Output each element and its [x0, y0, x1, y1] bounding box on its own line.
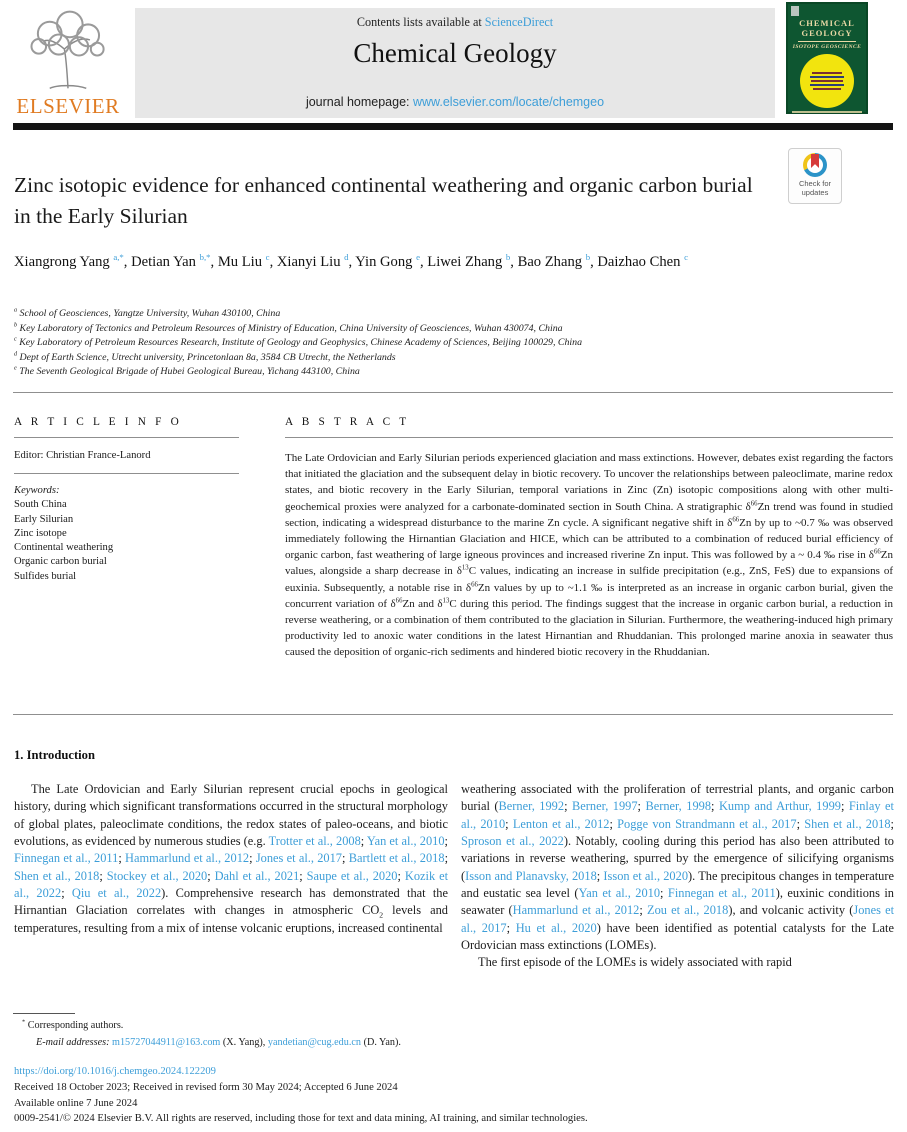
- author-affiliation-ref[interactable]: d: [344, 252, 349, 263]
- text-segment: ) have been identified as potential catalysts for the Late Ordovician mass extinctions (LOMEs).: [461, 920, 894, 953]
- check-for-updates-icon: [803, 153, 827, 177]
- affiliation-item: [14, 307, 874, 322]
- citation-link[interactable]: Berner, 1998: [645, 799, 712, 814]
- superscript: c: [14, 336, 17, 343]
- text-segment: E-mail addresses:: [36, 1037, 113, 1048]
- superscript: 66: [732, 516, 740, 524]
- author-affiliation-ref[interactable]: a,*: [113, 252, 124, 263]
- cover-text-row: [810, 84, 844, 86]
- citation-link[interactable]: Stockey et al., 2020: [106, 868, 208, 883]
- citation-link[interactable]: Jones et al., 2017: [461, 903, 895, 935]
- elsevier-tree-icon: [22, 8, 114, 92]
- check-for-updates-badge[interactable]: [788, 148, 842, 204]
- badge-label-line2: updates: [801, 187, 829, 197]
- text-segment: C during this period. The findings suggest that the increase in organic carbon burial, a reduction in reverse weathering, or a combination of them contributed to the glaciation in Silurian. Furthermore, the weathering-induced high primary productivity led to anoxic water conditions in the latest Hirnantian and Rhuddanian. This prolonged marine anoxia in seawater thus caused the deposition of organic-rich sediments and hindered biotic recovery in the Rhuddanian.: [285, 597, 893, 659]
- citation-link[interactable]: Saupe et al., 2020: [306, 868, 398, 883]
- text-segment: , Yin Gong: [348, 254, 417, 270]
- cover-text-row: [811, 80, 843, 82]
- affiliation-list: [14, 307, 874, 380]
- affiliation-item: [14, 365, 874, 380]
- email-link[interactable]: yandetian@cug.edu.cn: [267, 1037, 362, 1048]
- received-dates-line: Received 18 October 2023; Received in revised form 30 May 2024; Accepted 6 June 2024: [14, 1082, 398, 1093]
- text-segment: levels and temperatures, resulting from a mix of intense volcanic eruptions, increased continental: [14, 903, 448, 935]
- article-title: Zinc isotopic evidence for enhanced continental weathering and organic carbon burial in the Early Silurian: [14, 173, 753, 228]
- text-segment: ;: [342, 851, 349, 866]
- citation-link[interactable]: Yan et al., 2010: [578, 886, 661, 901]
- text-segment: ;: [444, 851, 449, 866]
- abstract-column: [285, 416, 893, 661]
- citation-link[interactable]: Jones et al., 2017: [255, 851, 343, 866]
- section-divider: [13, 392, 893, 393]
- cover-yellow-circle: [800, 54, 854, 108]
- text-segment: ;: [639, 903, 647, 918]
- superscript: 66: [395, 597, 403, 605]
- text-segment: Corresponding authors.: [25, 1020, 124, 1031]
- top-divider-bar: [13, 123, 893, 130]
- text-segment: The Late Ordovician and Early Silurian represent crucial epochs in geological history, during which significant transformations occurred in the structural morphology of global plates, paleoclimate conditions, the redox states of paleo-oceans, and biotic evolutions, as evidenced by numerous studies (e.g.: [14, 782, 448, 849]
- text-segment: ;: [564, 799, 572, 814]
- text-segment: C values, indicating an increase in sulfide precipitation (e.g., ZnS, FeS) due to expansions of euxinia. Subsequently, a notable rise in δ: [285, 565, 894, 594]
- citation-link[interactable]: Kozik et al., 2022: [14, 868, 449, 901]
- sciencedirect-link[interactable]: ScienceDirect: [484, 15, 554, 29]
- text-segment: , Detian Yan: [123, 254, 200, 270]
- text-segment: Zn and δ: [402, 597, 443, 610]
- text-segment: ;: [249, 851, 256, 866]
- body-paragraph: [461, 954, 894, 971]
- text-segment: , Xianyi Liu: [269, 254, 345, 270]
- text-segment: ). Notably, cooling during this period has also been attributed to variations in reverse weathering, spurred by the emergence of silicifying organisms (: [461, 834, 894, 883]
- cover-divider: [798, 41, 855, 42]
- body-columns: [14, 781, 894, 972]
- editor-rule: [14, 473, 239, 474]
- author-affiliation-ref[interactable]: b,*: [199, 252, 211, 263]
- affiliation-item: [14, 351, 874, 366]
- text-segment: Zn values by up to ~1.1 ‰ is interpreted as an increase in organic carbon burial, given the concurrent variation of δ: [285, 581, 894, 610]
- keyword-item: Continental weathering: [14, 542, 114, 554]
- citation-link[interactable]: Qiu et al., 2022: [71, 886, 162, 901]
- text-segment: ;: [99, 868, 107, 883]
- citation-link[interactable]: Berner, 1997: [571, 799, 638, 814]
- text-segment: Key Laboratory of Tectonics and Petroleum Resources of Ministry of Education, China University of Geosciences, Wuhan 430074, China: [17, 322, 563, 334]
- article-info-column: [14, 416, 239, 584]
- elsevier-wordmark: ELSEVIER: [16, 94, 120, 118]
- author-affiliation-ref[interactable]: e: [416, 252, 420, 263]
- superscript: 66: [471, 580, 478, 588]
- body-paragraph: [14, 781, 448, 937]
- citation-link[interactable]: Finnegan et al., 2011: [667, 886, 776, 901]
- citation-link[interactable]: Zou et al., 2018: [647, 903, 729, 918]
- text-segment: ;: [506, 920, 516, 935]
- text-segment: The Late Ordovician and Early Silurian periods experienced glaciation and mass extinctions. However, debates exist regarding the factors that initiated the glaciation and the subsequent delay in biotic recovery. To uncover the relationships between paleoclimate, marine redox states, and biotic recovery in the Early Silurian, temporal variations in Zinc (Zn) isotopic compositions along with other multi-geochemical proxies were analyzed for a carbonate-dominated section in South China. A stratigraphic δ: [285, 452, 893, 513]
- text-segment: , Bao Zhang: [510, 254, 586, 270]
- text-segment: ;: [207, 868, 215, 883]
- badge-label-line1: Check for: [798, 179, 832, 188]
- text-segment: ), and volcanic activity (: [728, 903, 854, 918]
- affiliation-item: [14, 336, 874, 351]
- keyword-item: Organic carbon burial: [14, 556, 107, 568]
- text-segment: Zn values, alongside a sharp decrease in δ: [285, 549, 893, 578]
- body-column-left: [14, 781, 448, 972]
- cover-subtitle: ISOTOPE GEOSCIENCE: [792, 44, 862, 50]
- superscript: 13: [442, 597, 450, 605]
- author-affiliation-ref[interactable]: b: [505, 252, 511, 263]
- citation-link[interactable]: Isson et al., 2020: [603, 868, 689, 883]
- keywords-label: Keywords:: [14, 485, 60, 496]
- author-list: [14, 250, 784, 275]
- abstract-heading: A B S T R A C T: [285, 416, 410, 428]
- keyword-item: Early Silurian: [14, 513, 74, 525]
- citation-link[interactable]: Isson and Planavsky, 2018: [465, 868, 597, 883]
- text-segment: ;: [118, 851, 126, 866]
- superscript: e: [14, 366, 17, 373]
- citation-link[interactable]: Hammarlund et al., 2012: [125, 851, 250, 866]
- superscript: 66: [750, 499, 758, 507]
- text-segment: School of Geosciences, Yangtze University, Wuhan 430100, China: [17, 308, 281, 319]
- text-segment: ). The precipitous changes in temperature and eustatic sea level (: [461, 868, 894, 901]
- text-segment: ), euxinic conditions in seawater (: [461, 886, 894, 918]
- text-segment: ;: [637, 799, 646, 814]
- text-segment: , Liwei Zhang: [420, 254, 506, 270]
- text-segment: Zn by up to ~0.7 ‰ was observed immediately following the Hirnantian Glaciation and HICE, which can be attributed to a combination of reduced burial efficiency of organic carbon, fast weathering of large igneous provinces and increased riverine Zn input. This was followed by a ~ 0.4 ‰ rise in δ: [285, 516, 894, 562]
- superscript: a: [14, 307, 18, 314]
- superscript: *: [22, 1018, 26, 1026]
- heading-rule: [14, 437, 239, 438]
- citation-link[interactable]: Finnegan et al., 2011: [14, 851, 119, 866]
- cover-footer-line: [792, 111, 862, 113]
- text-segment: Key Laboratory of Petroleum Resources Research, Institute of Geology and Geophysics, Chinese Academy of Sciences, Beijing 100029, China: [16, 337, 583, 349]
- copyright-line: 0009-2541/© 2024 Elsevier B.V. All rights are reserved, including those for text and data mining, AI training, and similar technologies.: [14, 1113, 588, 1124]
- journal-masthead: [135, 8, 775, 118]
- text-segment: ;: [397, 868, 405, 883]
- corresponding-authors-note: [22, 1020, 123, 1031]
- doi-link[interactable]: https://doi.org/10.1016/j.chemgeo.2024.122209: [14, 1066, 216, 1077]
- subscript: 2: [379, 910, 384, 920]
- keyword-item: Sulfides burial: [14, 570, 77, 582]
- text-segment: (D. Yan).: [361, 1037, 401, 1048]
- citation-link[interactable]: Finlay et al., 2010: [461, 799, 894, 831]
- text-segment: ;: [360, 834, 367, 849]
- journal-title: Chemical Geology: [353, 38, 557, 68]
- superscript: 13: [461, 564, 469, 572]
- elsevier-logo: [16, 8, 120, 119]
- text-segment: ). Comprehensive research has demonstrated that the Hirnantian Glaciation correlates with changes in atmospheric CO: [14, 886, 448, 918]
- text-segment: ;: [609, 816, 618, 831]
- text-segment: , Mu Liu: [210, 254, 266, 270]
- text-segment: , Daizhao Chen: [590, 254, 685, 270]
- text-segment: Xiangrong Yang: [14, 254, 114, 270]
- email-link[interactable]: m15727044911@163.com: [112, 1037, 221, 1048]
- cover-journal-title: CHEMICAL GEOLOGY: [799, 18, 855, 38]
- body-column-right: [461, 781, 894, 972]
- text-segment: ;: [711, 799, 719, 814]
- text-segment: The first episode of the LOMEs is widely associated with rapid: [478, 955, 792, 970]
- section-divider: [13, 714, 893, 715]
- author-affiliation-ref[interactable]: c: [265, 252, 270, 263]
- journal-homepage-link[interactable]: www.elsevier.com/locate/chemgeo: [412, 95, 605, 109]
- journal-homepage-line: [135, 95, 775, 109]
- cover-publisher-mark-icon: [791, 6, 799, 16]
- author-affiliation-ref[interactable]: b: [585, 252, 591, 263]
- heading-rule: [285, 437, 893, 438]
- cover-text-row: [812, 72, 842, 74]
- superscript: d: [14, 351, 18, 358]
- text-segment: ;: [660, 886, 668, 901]
- keyword-item: Zinc isotope: [14, 527, 67, 539]
- text-segment: ;: [890, 816, 894, 831]
- citation-link[interactable]: Hammarlund et al., 2012: [512, 903, 640, 918]
- citation-link[interactable]: Trotter et al., 2008: [268, 834, 361, 849]
- text-segment: ;: [796, 816, 805, 831]
- text-segment: ;: [61, 886, 72, 901]
- text-segment: weathering associated with the proliferation of terrestrial plants, and organic carbon burial (: [461, 782, 894, 814]
- footnote-divider: [13, 1013, 75, 1014]
- citation-link[interactable]: Kump and Arthur, 1999: [718, 799, 841, 814]
- article-info-heading: A R T I C L E I N F O: [14, 416, 183, 428]
- journal-cover-thumbnail: [786, 2, 868, 114]
- superscript: b: [14, 322, 18, 329]
- text-segment: ;: [840, 799, 849, 814]
- affiliation-item: [14, 322, 874, 337]
- text-segment: ;: [299, 868, 307, 883]
- superscript: 66: [873, 548, 881, 556]
- text-segment: Dept of Earth Science, Utrecht university, Princetonlaan 8a, 3584 CB Utrecht, the Netherlands: [17, 351, 396, 363]
- abstract-text: [285, 450, 893, 661]
- keyword-item: South China: [14, 499, 67, 511]
- section-heading-introduction: 1. Introduction: [14, 748, 95, 762]
- citation-link[interactable]: Shen et al., 2018: [804, 816, 891, 831]
- citation-link[interactable]: Yan et al., 2010: [366, 834, 445, 849]
- editor-line: Editor: Christian France-Lanord: [14, 450, 151, 461]
- citation-link[interactable]: Berner, 1992: [498, 799, 565, 814]
- text-segment: ;: [596, 868, 604, 883]
- email-addresses-line: [36, 1037, 401, 1048]
- citation-link[interactable]: Dahl et al., 2021: [214, 868, 300, 883]
- contents-list-line: [135, 15, 775, 30]
- author-affiliation-ref[interactable]: c: [684, 252, 688, 263]
- citation-link[interactable]: Lenton et al., 2012: [512, 816, 610, 831]
- citation-link[interactable]: Pogge von Strandmann et al., 2017: [617, 816, 797, 831]
- text-segment: (X. Yang),: [220, 1037, 268, 1048]
- citation-link[interactable]: Bartlett et al., 2018: [348, 851, 445, 866]
- citation-link[interactable]: Sproson et al., 2022: [461, 834, 564, 849]
- text-segment: journal homepage:: [305, 95, 413, 109]
- available-online-line: Available online 7 June 2024: [14, 1098, 138, 1109]
- text-segment: ;: [444, 834, 448, 849]
- text-segment: Contents lists available at: [356, 15, 485, 29]
- text-segment: Zn trend was found in studied section, indicating a widespread disturbance to the marine Zn cycle. A significant negative shift in δ: [285, 500, 893, 529]
- citation-link[interactable]: Hu et al., 2020: [515, 920, 597, 935]
- citation-link[interactable]: Shen et al., 2018: [14, 868, 100, 883]
- text-segment: ;: [505, 816, 513, 831]
- cover-text-row: [810, 76, 844, 78]
- cover-text-row: [813, 88, 841, 90]
- body-paragraph: [461, 781, 894, 954]
- text-segment: The Seventh Geological Brigade of Hubei Geological Bureau, Yichang 443100, China: [16, 366, 360, 378]
